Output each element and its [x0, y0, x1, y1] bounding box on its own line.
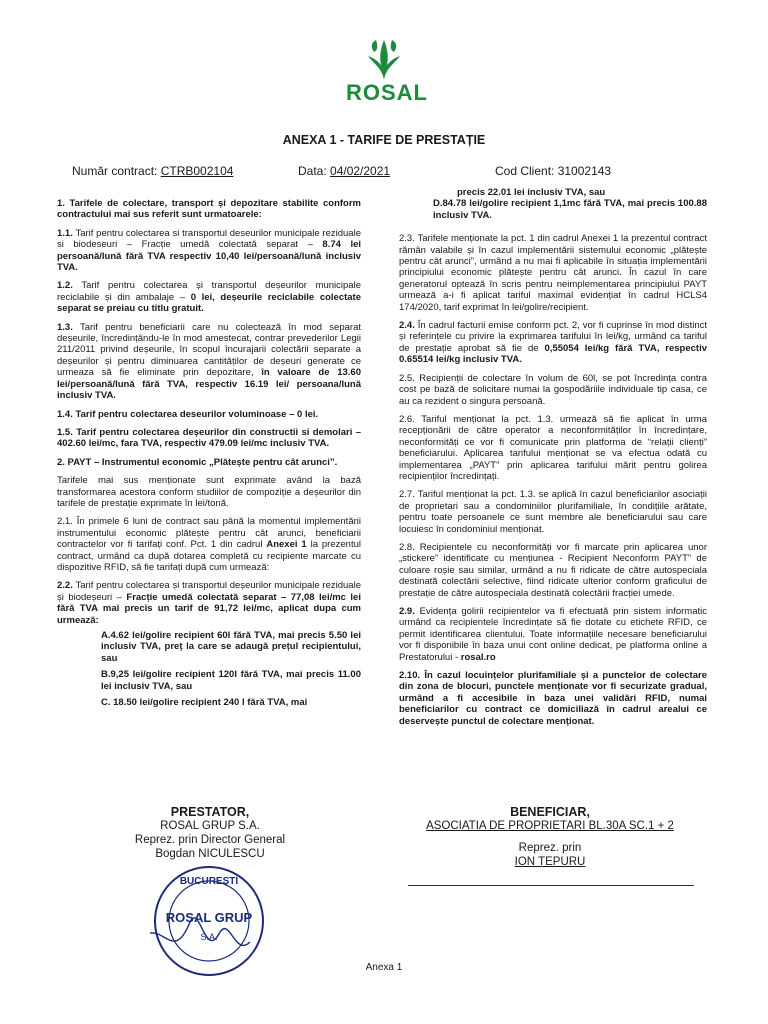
clause-1-2: 1.2. Tarif pentru colectarea și transportul deșeurilor municipale reciclabile și din ambalaje – 0 lei, deșeurile reciclabile colectate separat se preiau cu titlu gratuit.	[57, 280, 362, 315]
tariff-item-a: A.4.62 lei/golire recipient 60l fără TVA, mai precis 5.50 lei inclusiv TVA, preț la care se adaugă prețul recipientului, sau	[101, 630, 361, 664]
clause-2-3: 2.3. Tarifele menționate la pct. 1 din cadrul Anexei 1 la prezentul contract rămân valabile și în cazul implementării sistemului economic „plătește pentru cât arunci”, urmând a nu mai fi aplicabile în situația implementării principiului economic plătește pentru cât arunci. În cazul în care generatorul optează în scris pentru neimplementarea principiului PAYT urmează a-i fi aplicat tariful maximal evidențiat în cadrul HCLS4 174/2020, tarif exprimat în lei/golire/recipient.	[399, 233, 707, 313]
logo-wordmark: ROSAL	[346, 80, 428, 105]
clause-2-2: 2.2. Tarif pentru colectarea și transportul deșeurilor municipale reziduale și biodeșeuri – Fracție umedă colectată separat – 77,08 lei/mc lei fără TVA mai precis un tarif de 91,72 lei/mc, aplicat dupa cum urmează:	[57, 580, 361, 626]
section-1-heading: 1. Tarifele de colectare, transport și depozitare stabilite conform contractului mai sus referit sunt urmatoarele:	[57, 198, 361, 221]
contract-number: Număr contract: CTRB002104	[72, 164, 234, 178]
tariff-item-c: C. 18.50 lei/golire recipient 240 l fără TVA, mai	[101, 697, 308, 709]
clause-2-5: 2.5. Recipienții de colectare în volum de 60l, se pot încredința contra cost pe bază de solicitare numai la gospodăriile individuale tip casa, ce au ca rezident o singura persoană.	[399, 372, 707, 407]
left-column	[57, 198, 361, 713]
client-code: Cod Client: 31002143	[495, 164, 612, 178]
prestator-role: Reprez. prin Director General	[134, 834, 286, 846]
tariff-item-d: D.84.78 lei/golire recipient 1,1mc fără TVA, mai precis 100.88 inclusiv TVA.	[433, 198, 707, 221]
beneficiar-role: Reprez. prin	[518, 842, 582, 854]
beneficiar-representative: ION TEPURU	[514, 856, 586, 868]
prestator-signature-block	[100, 805, 320, 861]
clause-2-10: 2.10. În cazul locuințelor plurifamiliale și a punctelor de colectare din zona de blocuri, punctele menționate vor fi securizate gradual, urmând a fi accesibile în baza unei validări RFID, numai beneficiarilor cu contract ce domiciliază în cadrul arealui ce deservește punctul de colectare menționat.	[399, 670, 707, 727]
rosal-logo	[346, 38, 428, 106]
clause-2-1: 2.1. În primele 6 luni de contract sau până la momentul implementării instrumentului economic plătește pentru cât arunci, beneficiarii contractelor vor fi tarifați conf. Pct. 1 din cadrul Anexei 1 la prezentul contract, urmând ca după dotarea completă cu recipiente marcate cu dispozitive RFID, să fie tarifați după cum urmează:	[57, 516, 361, 573]
prestator-company: ROSAL GRUP S.A.	[160, 820, 260, 832]
tariff-item-c-cont: precis 22.01 lei inclusiv TVA, sau	[457, 187, 606, 198]
section-2-heading: 2. PAYT – Instrumentul economic „Plătește pentru cât arunci”.	[57, 456, 338, 468]
beneficiar-name: ASOCIATIA DE PROPRIETARI BL.30A SC.1 + 2	[426, 820, 674, 832]
clause-2-8: 2.8. Recipientele cu neconformități vor fi marcate prin aplicarea unor „stickere” identificate cu mențiunea - Recipient Neconform PAYT” de culoare roșie sau similar, urmând a nu fi ridicate de către autospeciala destinată colectării selective, fiind ridicate ulterior conform graficului de prestație de către autospeciala destinată colectării fracției umede.	[399, 541, 707, 599]
clause-1-3: 1.3. Tarif pentru beneficiarii care nu colectează în mod separat deșeurile, încredințându-le în mod amestecat, contrar prevederilor Legii 211/2011 privind deșeurile, în scopul încurajarii colectării separate a deșeurilor și pentru diminuarea cantităților de deșeuri generate ce urmeaza să fie eliminate prin depozitare, în valoare de 13.60 lei/persoană/lună fără TVA, respectiv 16.19 lei/ persoana/lună inclusiv TVA.	[57, 321, 361, 402]
contract-date: Data: 04/02/2021	[298, 164, 391, 178]
prestator-name: Bogdan NICULESCU	[155, 848, 265, 860]
stamp-company: ROSAL GRUP	[165, 910, 253, 925]
clause-2-9: 2.9. Evidența golirii recipientelor va fi efectuată prin sistem informatic urmând ca recipientele încredințate să fie dotate cu etichete RFID, ce permit identificarea clientului. Toate informațiile necesare beneficiarului vor fi disponibile în baza unui cont online dedicat, pe platforma online a Prestatorului - rosal.ro	[399, 606, 707, 663]
stamp-city: BUCUREȘTI	[179, 876, 239, 887]
stamp-suffix: S.A.	[200, 932, 218, 942]
page-title: ANEXA 1 - TARIFE DE PRESTAȚIE	[282, 133, 486, 147]
clause-1-5: 1.5. Tarif pentru colectarea deșeurilor din constructii si demolari – 402.60 lei/mc, fara TVA, respectiv 479.09 lei/mc inclusiv TVA.	[57, 426, 361, 450]
clause-2-7: 2.7. Tariful menționat la pct. 1.3. se aplică în cazul beneficiarilor asociații de proprietari sau a condominiilor plurifamiliale, în condițiile arătate, pentru toate persoanele ce sunt membre ale beneficiarului sau care locuiesc în condominiul menționat.	[399, 489, 707, 535]
clause-2-6: 2.6. Tariful menționat la pct. 1.3. urmează să fie aplicat în urma recepționării de către operator a neconformităților în încredințare, neconformități ce vor fi comunicate prin platforma de “relații clienți” beneficiarului. Aplicarea tarifului menționat se va efectua odată cu implementarea „PAYT” prin aplicarea tarifului mărit pentru golirea recipienților încredințați.	[399, 413, 707, 482]
prestator-heading: PRESTATOR,	[170, 805, 250, 819]
clause-1-4: 1.4. Tarif pentru colectarea deseurilor voluminoase – 0 lei.	[57, 408, 319, 420]
clause-2-4: 2.4. În cadrul facturii emise conform pct. 2, vor fi cuprinse în mod distinct și referințele cu privire la exprimarea tarifului în lei/kg, urmând ca tariful de prestație aprobat să fie de 0,55054 lei/kg fără TVA, respectiv 0.65514 lei/kg inclusiv TVA.	[399, 320, 707, 366]
page-footer: Anexa 1	[365, 962, 403, 973]
tariff-item-b: B.9,25 lei/golire recipient 120l fără TVA, mai precis 11.00 lei inclusiv TVA, sau	[101, 669, 361, 692]
leaf-logo-icon	[360, 38, 408, 82]
signature-line	[408, 885, 694, 886]
beneficiar-heading: BENEFICIAR,	[510, 805, 590, 819]
clause-1-1: 1.1. Tarif pentru colectarea si transportul deseurilor municipale reziduale si biodeseuri – Fracție umedă colectată separat – 8.74 lei persoană/lună fără TVA respectiv 10,40 lei/persoană/lună inclusiv TVA.	[57, 227, 362, 274]
beneficiar-signature-block	[400, 805, 700, 869]
section-2-intro: Tarifele mai sus menționate sunt exprimate având la bază transformarea acestora conform studiilor de compoziție a deșeurilor din tarifele de prestație exprimate în lei/tonă.	[57, 475, 361, 509]
right-column	[399, 187, 707, 734]
